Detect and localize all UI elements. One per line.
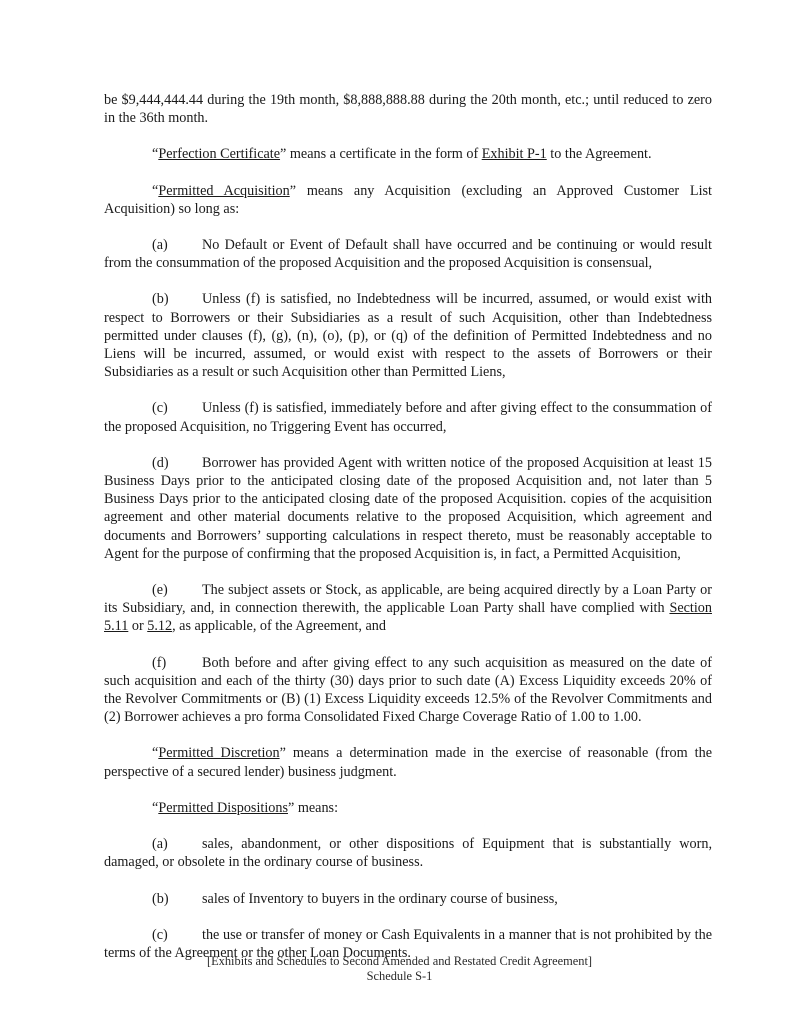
clause-label: (f) bbox=[152, 654, 167, 671]
clause-c: (c) Unless (f) is satisfied, immediately before and after giving effect to the consummation of the proposed Acquisition, no Triggering Event has occurred, bbox=[104, 400, 712, 435]
disposition-clause-b: (b) sales of Inventory to buyers in the ordinary course of business, bbox=[152, 890, 558, 907]
definition-permitted-dispositions: “Permitted Dispositions” means: bbox=[152, 799, 339, 816]
disposition-clause-c: (c) the use or transfer of money or Cash Equivalents in a manner that is not prohibited by the terms of the Agreement or the other Loan Documents. bbox=[104, 926, 712, 961]
page-footer bbox=[0, 954, 799, 984]
defined-term: Perfection Certificate bbox=[158, 146, 281, 163]
clause-label: (a) bbox=[152, 237, 168, 254]
definition-permitted-acquisition: “Permitted Acquisition” means any Acquisition (excluding an Approved Customer List Acquisition) so long as: bbox=[104, 182, 712, 217]
section-reference: 5.12 bbox=[147, 618, 173, 635]
document-page bbox=[104, 91, 712, 962]
clause-label: (c) bbox=[152, 400, 168, 417]
clause-label: (a) bbox=[152, 836, 168, 853]
clause-label: (c) bbox=[152, 926, 168, 943]
clause-label: (b) bbox=[152, 291, 169, 308]
clause-b: (b) Unless (f) is satisfied, no Indebtedness will be incurred, assumed, or would exist with respect to Borrowers or their Subsidiaries as a result of such Acquisition, other than Indebtedness permitted under clauses (f), (g), (n), (o), (p), or (q) of the definition of Permitted Indebtedness and no Liens will be incurred, assumed, or would exist with respect to the assets of Borrowers or their Subsidiaries as a result or such Acquisition other than Permitted Liens, bbox=[104, 291, 712, 381]
clause-label: (e) bbox=[152, 582, 168, 599]
continuation-paragraph: be $9,444,444.44 during the 19th month, $8,888,888.88 during the 20th month, etc.; until reduced to zero in the 36th month. bbox=[104, 92, 712, 127]
clause-a: (a) No Default or Event of Default shall have occurred and be continuing or would result from the consummation of the proposed Acquisition and the proposed Acquisition is consensual, bbox=[104, 237, 712, 272]
defined-term: Permitted Dispositions bbox=[158, 799, 288, 816]
clause-label: (b) bbox=[152, 890, 169, 907]
definition-permitted-discretion: “Permitted Discretion” means a determination made in the exercise of reasonable (from the perspective of a secured lender) business judgment. bbox=[104, 745, 712, 780]
footer-title: [Exhibits and Schedules to Second Amended and Restated Credit Agreement] bbox=[206, 954, 593, 968]
exhibit-reference: Exhibit P-1 bbox=[481, 146, 547, 163]
defined-term: Permitted Acquisition bbox=[158, 182, 290, 199]
defined-term: Permitted Discretion bbox=[158, 745, 280, 762]
clause-label: (d) bbox=[152, 454, 169, 471]
disposition-clause-a: (a) sales, abandonment, or other dispositions of Equipment that is substantially worn, damaged, or obsolete in the ordinary course of business. bbox=[104, 836, 712, 871]
footer-page-label: Schedule S-1 bbox=[366, 969, 433, 983]
clause-f: (f) Both before and after giving effect to any such acquisition as measured on the date of such acquisition and each of the thirty (30) days prior to such date (A) Excess Liquidity exceeds 20% of the Revolver Commitments or (B) (1) Excess Liquidity exceeds 12.5% of the Revolver Commitments and (2) Borrower achieves a pro forma Consolidated Fixed Charge Coverage Ratio of 1.00 to 1.00. bbox=[104, 654, 712, 726]
definition-perfection-certificate: “Perfection Certificate” means a certificate in the form of Exhibit P-1 to the Agreement. bbox=[152, 146, 652, 163]
clause-e: (e) The subject assets or Stock, as applicable, are being acquired directly by a Loan Party or its Subsidiary, and, in connection therewith, the applicable Loan Party shall have complied with Section 5.11 or 5.12, as applicable, of the Agreement, and bbox=[104, 582, 712, 635]
clause-d: (d) Borrower has provided Agent with written notice of the proposed Acquisition at least 15 Business Days prior to the anticipated closing date of the proposed Acquisition and, not later than 5 Business Days prior to the anticipated closing date of the proposed Acquisition. copies of the acquisition agreement and other material documents relative to the proposed Acquisition, which agreement and documents and Borrowers’ supporting calculations in respect thereto, must be reasonably acceptable to Agent for the purpose of confirming that the proposed Acquisition is, in fact, a Permitted Acquisition, bbox=[104, 454, 712, 562]
section-reference: Section 5.11 bbox=[104, 600, 712, 635]
